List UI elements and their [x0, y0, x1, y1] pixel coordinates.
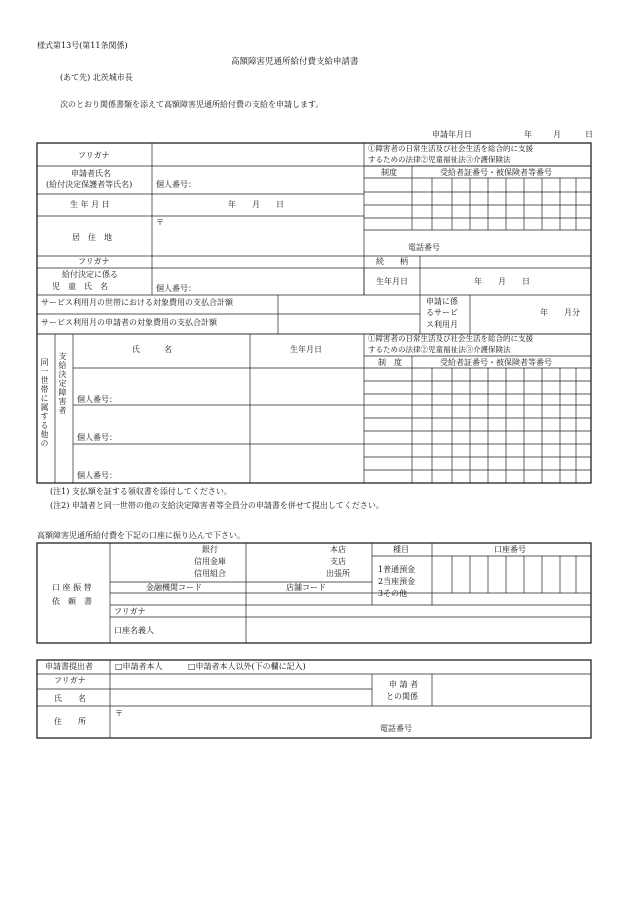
- service-month-label-1: 申請に係: [426, 297, 458, 306]
- form-id: 様式第13号(第11条関係): [37, 41, 128, 50]
- submitter-name-label: 氏 名: [54, 694, 86, 703]
- branch-type-head[interactable]: 本店: [330, 545, 346, 554]
- submitter-phone[interactable]: 電話番号: [380, 724, 412, 733]
- bank-type-shinkin[interactable]: 信用金庫: [194, 557, 226, 566]
- submitter-self-checkbox[interactable]: □申請者本人: [115, 662, 163, 671]
- branch-code-label: 店舗コード: [286, 583, 326, 592]
- submitter-relation-line1: 申 請 者: [389, 680, 419, 689]
- household-law-line1: ①障害者の日常生活及び社会生活を総合的に支援: [368, 334, 533, 343]
- household-personal-number-3[interactable]: 個人番号：: [77, 471, 117, 480]
- household-total-label: サービス利用月の世帯における対象費用の支払合計額: [41, 298, 233, 307]
- application-date-label: 申請年月日: [432, 130, 472, 139]
- bank-type-bank[interactable]: 銀行: [202, 545, 218, 554]
- child-furigana-label: フリガナ: [78, 257, 110, 266]
- submitter-postal[interactable]: 〒: [115, 709, 123, 718]
- account-no-label: 口座番号: [494, 545, 526, 554]
- child-label-line1: 給付決定に係る: [62, 270, 118, 279]
- applicant-total-label: サービス利用月の申請者の対象費用の支払合計額: [41, 318, 217, 327]
- applicant-law-line2: するための法律②児童福祉法③介護保険法: [368, 155, 511, 164]
- submitter-label: 申請書提出者: [45, 662, 93, 671]
- child-birth-label: 生年月日: [376, 277, 408, 286]
- applicant-personal-number[interactable]: 個人番号：: [156, 180, 196, 189]
- submitter-address-label: 住 所: [54, 717, 86, 726]
- household-name-header: 氏 名: [132, 345, 172, 354]
- applicant-system-label: 制度: [381, 168, 397, 177]
- service-month-label-3: ス利用月: [426, 320, 458, 329]
- household-personal-number-2[interactable]: 個人番号：: [77, 433, 117, 442]
- applicant-address-label: 居 住 地: [72, 233, 112, 242]
- child-birth-ymd[interactable]: 年 月 日: [474, 277, 530, 286]
- service-year-month[interactable]: 年 月分: [540, 308, 580, 317]
- applicant-law-line1: ①障害者の日常生活及び社会生活を総合的に支援: [368, 144, 533, 153]
- intro-text: 次のとおり関係書類を添えて高額障害児通所給付費の支給を申請します。: [60, 100, 324, 109]
- note-2: (注2) 申請者と同一世帯の他の支給決定障害者等全員分の申請書を併せて提出してください。: [50, 501, 384, 510]
- bank-intro: 高額障害児通所給付費を下記の口座に振り込んで下さい。: [37, 531, 245, 540]
- bank-code-label: 金融機関コード: [146, 583, 202, 592]
- applicant-birth-label: 生 年 月 日: [70, 200, 110, 209]
- bank-furigana-label: フリガナ: [114, 607, 146, 616]
- applicant-name-sub: (給付決定保護者等氏名): [46, 180, 133, 189]
- bank-label-line1: 口 座 振 替: [52, 583, 92, 592]
- child-label-line2: 児 童 氏 名: [52, 282, 108, 291]
- bank-type-kumiai[interactable]: 信用組合: [194, 569, 226, 578]
- branch-type-branch[interactable]: 支店: [330, 557, 346, 566]
- applicant-furigana-label: フリガナ: [78, 151, 110, 160]
- applicant-cert-no-label: 受給者証番号・被保険者等番号: [440, 168, 552, 177]
- page-title: 高額障害児通所給付費支給申請書: [231, 57, 359, 67]
- applicant-postal[interactable]: 〒: [156, 218, 164, 227]
- service-month-label-2: るサービ: [426, 308, 458, 317]
- bank-label-line2: 依 頼 書: [52, 597, 92, 606]
- household-law-line2: するための法律②児童福祉法③介護保険法: [368, 345, 511, 354]
- household-system-label: 制 度: [378, 358, 402, 367]
- account-type-opt1[interactable]: 1普通預金: [378, 565, 416, 574]
- applicant-phone[interactable]: 電話番号: [408, 243, 440, 252]
- household-side-label2: 支給決定障害者: [58, 352, 67, 415]
- household-cert-no-label: 受給者証番号・被保険者等番号: [440, 358, 552, 367]
- submitter-furigana-label: フリガナ: [54, 676, 86, 685]
- submitter-relation-line2: との関係: [386, 692, 418, 701]
- account-holder-label: 口座名義人: [114, 626, 154, 635]
- child-relation-label: 続 柄: [376, 257, 408, 266]
- applicant-name-label: 申請者氏名: [71, 169, 111, 178]
- application-date-month: 月: [553, 130, 561, 139]
- addressee: (あて先) 北茨城市長: [60, 73, 133, 82]
- child-personal-number[interactable]: 個人番号：: [156, 284, 196, 293]
- account-type-opt2[interactable]: 2当座預金: [378, 577, 416, 586]
- application-date-day: 日: [585, 130, 593, 139]
- note-1: (注1) 支払額を証する領収書を添付してください。: [50, 487, 232, 496]
- applicant-birth-ymd[interactable]: 年 月 日: [228, 200, 284, 209]
- household-birth-header: 生年月日: [290, 345, 322, 354]
- application-date-year: 年: [524, 130, 532, 139]
- household-side-label: 同一世帯に属する他の: [40, 358, 49, 448]
- account-type-label: 種目: [393, 545, 409, 554]
- branch-type-office[interactable]: 出張所: [326, 569, 350, 578]
- household-personal-number-1[interactable]: 個人番号：: [77, 395, 117, 404]
- submitter-other-checkbox[interactable]: □申請者本人以外(下の欄に記入): [188, 662, 306, 671]
- account-type-opt3[interactable]: 3その他: [378, 589, 408, 598]
